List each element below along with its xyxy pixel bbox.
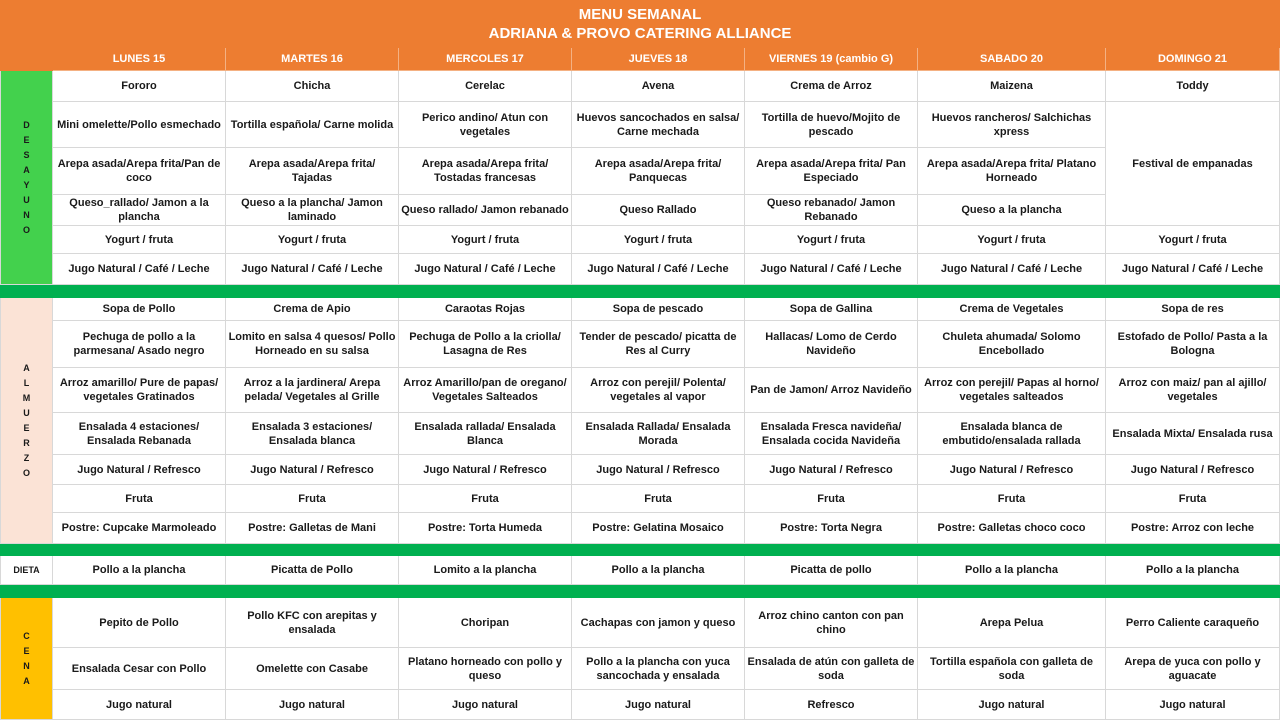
menu-cell: Arepa asada/Arepa frita/ Tajadas (226, 148, 399, 195)
menu-cell: Estofado de Pollo/ Pasta a la Bologna (1106, 321, 1280, 368)
menu-cell: Ensalada rallada/ Ensalada Blanca (399, 413, 572, 455)
menu-cell: Sopa de Gallina (745, 298, 918, 321)
menu-cell: Postre: Galletas de Mani (226, 513, 399, 544)
menu-cell: Crema de Vegetales (918, 298, 1106, 321)
menu-cell: Choripan (399, 598, 572, 648)
menu-cell: Ensalada blanca de embutido/ensalada rallada (918, 413, 1106, 455)
desayuno-row (1, 71, 1280, 102)
desayuno-row (1, 102, 1280, 148)
menu-cell: Postre: Torta Negra (745, 513, 918, 544)
dieta-row (1, 556, 1280, 585)
section-label-almuerzo: ALMUERZO (1, 298, 53, 544)
menu-cell: Arepa Pelua (918, 598, 1106, 648)
menu-cell: Cerelac (399, 71, 572, 102)
menu-cell: Arepa asada/Arepa frita/ Platano Horneado (918, 148, 1106, 195)
menu-cell: Fruta (572, 485, 745, 513)
menu-cell: Arepa asada/Arepa frita/Pan de coco (53, 148, 226, 195)
menu-cell: Jugo Natural / Refresco (918, 455, 1106, 485)
menu-cell: Arroz con perejil/ Polenta/ vegetales al vapor (572, 368, 745, 413)
menu-cell: Jugo Natural / Café / Leche (745, 254, 918, 285)
menu-cell: Sopa de res (1106, 298, 1280, 321)
menu-cell: Fruta (1106, 485, 1280, 513)
menu-cell: Picatta de Pollo (226, 556, 399, 585)
menu-cell: Tortilla española con galleta de soda (918, 648, 1106, 690)
menu-cell: Jugo Natural / Café / Leche (399, 254, 572, 285)
menu-cell: Arepa asada/Arepa frita/ Pan Especiado (745, 148, 918, 195)
section-label-desayuno: DESAYUNO (1, 71, 53, 285)
menu-cell: Jugo Natural / Refresco (53, 455, 226, 485)
day-header-sabado: SABADO 20 (918, 48, 1106, 71)
menu-cell: Platano horneado con pollo y queso (399, 648, 572, 690)
menu-cell: Crema de Arroz (745, 71, 918, 102)
menu-cell: Jugo natural (1106, 690, 1280, 720)
section-separator (1, 285, 1280, 298)
menu-cell: Fruta (918, 485, 1106, 513)
menu-cell: Ensalada Cesar con Pollo (53, 648, 226, 690)
menu-cell: Pollo a la plancha (53, 556, 226, 585)
menu-cell: Picatta de pollo (745, 556, 918, 585)
almuerzo-row (1, 321, 1280, 368)
menu-cell: Queso_rallado/ Jamon a la plancha (53, 195, 226, 226)
cena-row (1, 648, 1280, 690)
menu-cell: Arepa asada/Arepa frita/ Panquecas (572, 148, 745, 195)
menu-cell: Pan de Jamon/ Arroz Navideño (745, 368, 918, 413)
menu-cell: Tender de pescado/ picatta de Res al Curry (572, 321, 745, 368)
menu-cell: Postre: Cupcake Marmoleado (53, 513, 226, 544)
menu-cell: Lomito a la plancha (399, 556, 572, 585)
title-line-2: ADRIANA & PROVO CATERING ALLIANCE (488, 25, 792, 42)
day-header-martes: MARTES 16 (226, 48, 399, 71)
menu-cell: Tortilla de huevo/Mojito de pescado (745, 102, 918, 148)
day-header-domingo: DOMINGO 21 (1106, 48, 1280, 71)
almuerzo-row (1, 413, 1280, 455)
menu-cell: Postre: Galletas choco coco (918, 513, 1106, 544)
menu-cell: Jugo Natural / Café / Leche (1106, 254, 1280, 285)
menu-cell: Tortilla española/ Carne molida (226, 102, 399, 148)
menu-cell: Fruta (745, 485, 918, 513)
day-header-viernes: VIERNES 19 (cambio G) (745, 48, 918, 71)
menu-cell: Pepito de Pollo (53, 598, 226, 648)
menu-cell: Chuleta ahumada/ Solomo Encebollado (918, 321, 1106, 368)
menu-cell: Ensalada 3 estaciones/ Ensalada blanca (226, 413, 399, 455)
menu-cell: Caraotas Rojas (399, 298, 572, 321)
menu-cell: Pechuga de pollo a la parmesana/ Asado negro (53, 321, 226, 368)
menu-title (1, 1, 1280, 48)
menu-cell: Yogurt / fruta (918, 226, 1106, 254)
desayuno-row (1, 148, 1280, 195)
menu-cell: Ensalada de atún con galleta de soda (745, 648, 918, 690)
menu-cell: Arroz chino canton con pan chino (745, 598, 918, 648)
almuerzo-row (1, 485, 1280, 513)
menu-cell: Jugo Natural / Café / Leche (572, 254, 745, 285)
day-header-jueves: JUEVES 18 (572, 48, 745, 71)
menu-cell: Toddy (1106, 71, 1280, 102)
menu-cell: Jugo natural (572, 690, 745, 720)
menu-cell: Fruta (226, 485, 399, 513)
menu-cell: Jugo Natural / Refresco (572, 455, 745, 485)
menu-cell: Postre: Torta Humeda (399, 513, 572, 544)
menu-cell: Mini omelette/Pollo esmechado (53, 102, 226, 148)
menu-cell: Arepa de yuca con pollo y aguacate (1106, 648, 1280, 690)
desayuno-row (1, 226, 1280, 254)
menu-cell: Queso Rallado (572, 195, 745, 226)
menu-cell: Huevos sancochados en salsa/ Carne mechada (572, 102, 745, 148)
menu-cell: Pollo a la plancha (918, 556, 1106, 585)
menu-cell: Jugo natural (226, 690, 399, 720)
menu-cell: Refresco (745, 690, 918, 720)
menu-cell: Jugo natural (399, 690, 572, 720)
menu-cell: Avena (572, 71, 745, 102)
section-label-cena: CENA (1, 598, 53, 720)
day-header-lunes: LUNES 15 (53, 48, 226, 71)
desayuno-row (1, 195, 1280, 226)
menu-cell: Yogurt / fruta (53, 226, 226, 254)
menu-cell: Pollo KFC con arepitas y ensalada (226, 598, 399, 648)
menu-cell: Postre: Arroz con leche (1106, 513, 1280, 544)
menu-cell: Arroz con perejil/ Papas al horno/ vegetales salteados (918, 368, 1106, 413)
menu-cell: Queso a la plancha/ Jamon laminado (226, 195, 399, 226)
menu-cell: Yogurt / fruta (226, 226, 399, 254)
header-corner (1, 48, 53, 71)
menu-cell: Arroz amarillo/ Pure de papas/ vegetales Gratinados (53, 368, 226, 413)
menu-cell: Yogurt / fruta (572, 226, 745, 254)
menu-cell: Jugo natural (918, 690, 1106, 720)
desayuno-row (1, 254, 1280, 285)
title-line-1: MENU SEMANAL (578, 6, 702, 23)
menu-cell: Arroz a la jardinera/ Arepa pelada/ Vegetales al Grille (226, 368, 399, 413)
menu-cell: Ensalada 4 estaciones/ Ensalada Rebanada (53, 413, 226, 455)
menu-cell: Ensalada Mixta/ Ensalada rusa (1106, 413, 1280, 455)
menu-cell: Jugo Natural / Café / Leche (918, 254, 1106, 285)
menu-cell: Perico andino/ Atun con vegetales (399, 102, 572, 148)
menu-cell: Huevos rancheros/ Salchichas xpress (918, 102, 1106, 148)
menu-cell: Ensalada Rallada/ Ensalada Morada (572, 413, 745, 455)
menu-cell: Yogurt / fruta (399, 226, 572, 254)
menu-cell: Cachapas con jamon y queso (572, 598, 745, 648)
menu-cell: Queso rallado/ Jamon rebanado (399, 195, 572, 226)
menu-cell: Sopa de Pollo (53, 298, 226, 321)
menu-cell: Crema de Apio (226, 298, 399, 321)
menu-cell: Maizena (918, 71, 1106, 102)
menu-cell: Jugo Natural / Refresco (226, 455, 399, 485)
almuerzo-row (1, 368, 1280, 413)
menu-cell: Jugo natural (53, 690, 226, 720)
day-header-miercoles: MERCOLES 17 (399, 48, 572, 71)
menu-cell: Yogurt / fruta (745, 226, 918, 254)
menu-cell: Yogurt / fruta (1106, 226, 1280, 254)
cena-row (1, 690, 1280, 720)
menu-cell: Arroz Amarillo/pan de oregano/ Vegetales Salteados (399, 368, 572, 413)
menu-cell: Festival de empanadas (1106, 102, 1280, 226)
menu-cell: Sopa de pescado (572, 298, 745, 321)
section-label-dieta: DIETA (1, 556, 53, 585)
menu-cell: Arroz con maiz/ pan al ajillo/ vegetales (1106, 368, 1280, 413)
menu-cell: Fruta (53, 485, 226, 513)
menu-cell: Fruta (399, 485, 572, 513)
menu-cell: Jugo Natural / Refresco (1106, 455, 1280, 485)
menu-cell: Pollo a la plancha con yuca sancochada y ensalada (572, 648, 745, 690)
menu-cell: Arepa asada/Arepa frita/ Tostadas francesas (399, 148, 572, 195)
menu-cell: Pollo a la plancha (1106, 556, 1280, 585)
section-separator (1, 544, 1280, 556)
almuerzo-row (1, 298, 1280, 321)
section-separator (1, 585, 1280, 598)
almuerzo-row (1, 513, 1280, 544)
menu-cell: Postre: Gelatina Mosaico (572, 513, 745, 544)
menu-cell: Chicha (226, 71, 399, 102)
menu-cell: Lomito en salsa 4 quesos/ Pollo Horneado en su salsa (226, 321, 399, 368)
menu-cell: Jugo Natural / Refresco (399, 455, 572, 485)
almuerzo-row (1, 455, 1280, 485)
menu-cell: Hallacas/ Lomo de Cerdo Navideño (745, 321, 918, 368)
menu-cell: Pollo a la plancha (572, 556, 745, 585)
menu-cell: Queso rebanado/ Jamon Rebanado (745, 195, 918, 226)
menu-cell: Ensalada Fresca navideña/ Ensalada cocida Navideña (745, 413, 918, 455)
menu-cell: Jugo Natural / Refresco (745, 455, 918, 485)
menu-cell: Jugo Natural / Café / Leche (53, 254, 226, 285)
menu-cell: Fororo (53, 71, 226, 102)
menu-cell: Jugo Natural / Café / Leche (226, 254, 399, 285)
menu-cell: Queso a la plancha (918, 195, 1106, 226)
menu-cell: Perro Caliente caraqueño (1106, 598, 1280, 648)
cena-row (1, 598, 1280, 648)
menu-cell: Omelette con Casabe (226, 648, 399, 690)
menu-cell: Pechuga de Pollo a la criolla/ Lasagna de Res (399, 321, 572, 368)
